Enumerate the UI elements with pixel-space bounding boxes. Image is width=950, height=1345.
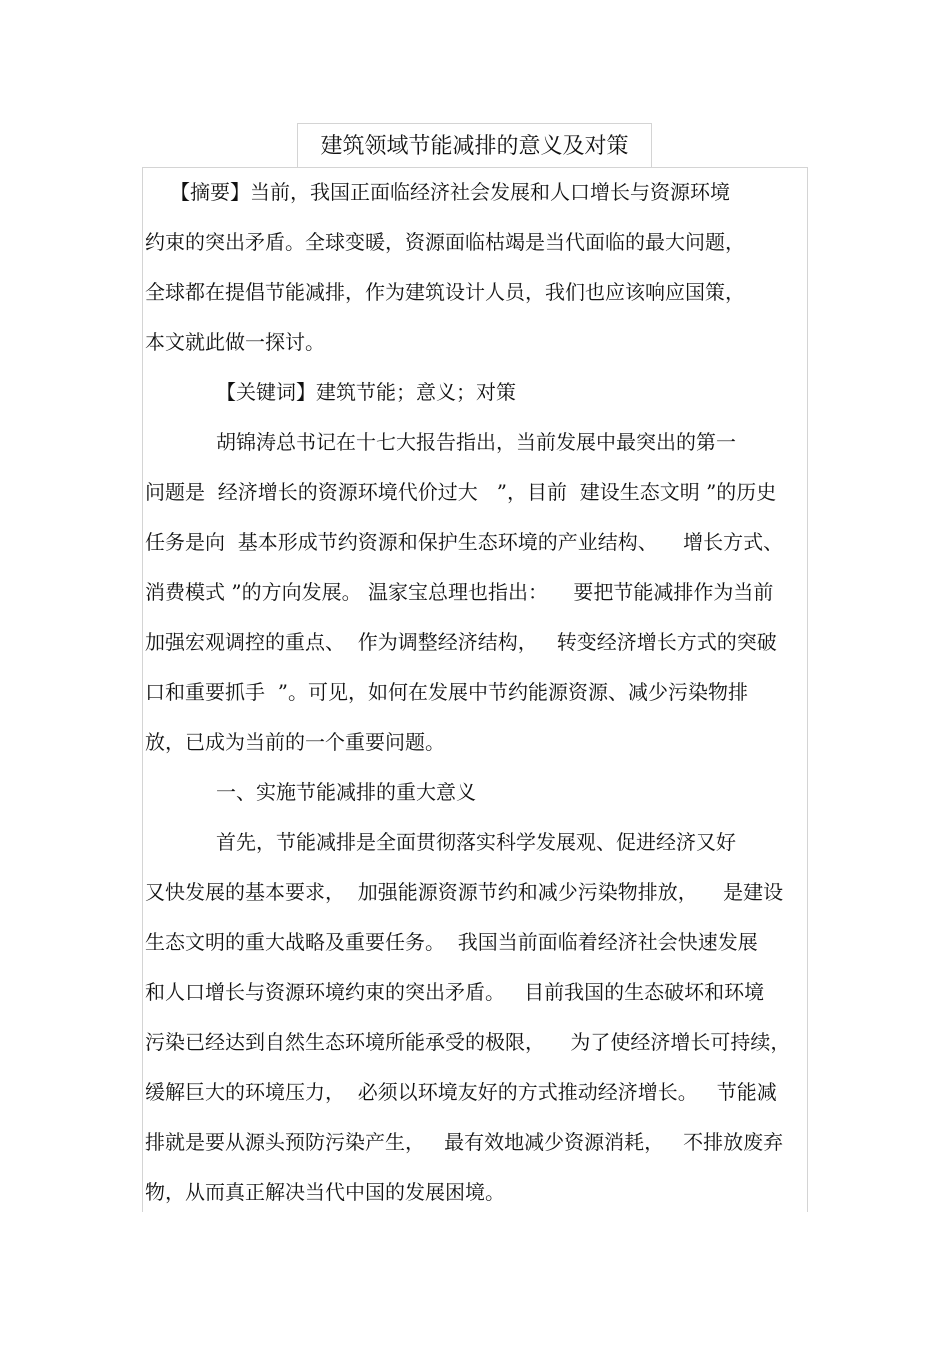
- paragraph-line: 污染已经达到自然生态环境所能承受的极限， 为了使经济增长可持续，: [145, 1030, 791, 1054]
- abstract-line-3: 全球都在提倡节能减排，作为建筑设计人员，我们也应该响应国策，: [145, 280, 745, 304]
- abstract-line-4: 本文就此做一探讨。: [145, 330, 325, 354]
- paragraph-line: 缓解巨大的环境压力， 必须以环境友好的方式推动经济增长。 节能减: [145, 1080, 777, 1104]
- paragraph-line: 排就是要从源头预防污染产生， 最有效地减少资源消耗， 不排放废弃: [145, 1130, 784, 1154]
- paragraph-line: 放，已成为当前的一个重要问题。: [145, 730, 445, 754]
- paragraph-line: 消费模式 ”的方向发展。 温家宝总理也指出： 要把节能减排作为当前: [145, 580, 774, 604]
- paragraph-line: 加强宏观调控的重点、 作为调整经济结构， 转变经济增长方式的突破: [145, 630, 777, 654]
- document-title: 建筑领域节能减排的意义及对策: [320, 134, 629, 159]
- abstract-line-1: 【摘要】当前，我国正面临经济社会发展和人口增长与资源环境: [170, 180, 730, 204]
- paragraph-line: 问题是 经济增长的资源环境代价过大 ”，目前 建设生态文明 ”的历史: [145, 480, 777, 504]
- paragraph-line: 又快发展的基本要求， 加强能源资源节约和减少污染物排放， 是建设: [145, 880, 784, 904]
- paragraph-line: 生态文明的重大战略及重要任务。 我国当前面临着经济社会快速发展: [145, 930, 758, 954]
- paragraph-line: 首先，节能减排是全面贯彻落实科学发展观、促进经济又好: [216, 830, 736, 854]
- paragraph-line: 任务是向 基本形成节约资源和保护生态环境的产业结构、 增长方式、: [145, 530, 784, 554]
- abstract-line-2: 约束的突出矛盾。全球变暖，资源面临枯竭是当代面临的最大问题，: [145, 230, 745, 254]
- paragraph-line: 和人口增长与资源环境约束的突出矛盾。 目前我国的生态破坏和环境: [145, 980, 765, 1004]
- paragraph-line: 胡锦涛总书记在十七大报告指出，当前发展中最突出的第一: [216, 430, 736, 454]
- title-box: [297, 123, 652, 167]
- keywords-line: 【关键词】建筑节能；意义；对策: [216, 380, 516, 404]
- paragraph-line: 口和重要抓手 ”。可见，如何在发展中节约能源资源、减少污染物排: [145, 680, 748, 704]
- paragraph-line: 物，从而真正解决当代中国的发展困境。: [145, 1180, 505, 1204]
- section-heading: 一、实施节能减排的重大意义: [216, 780, 476, 804]
